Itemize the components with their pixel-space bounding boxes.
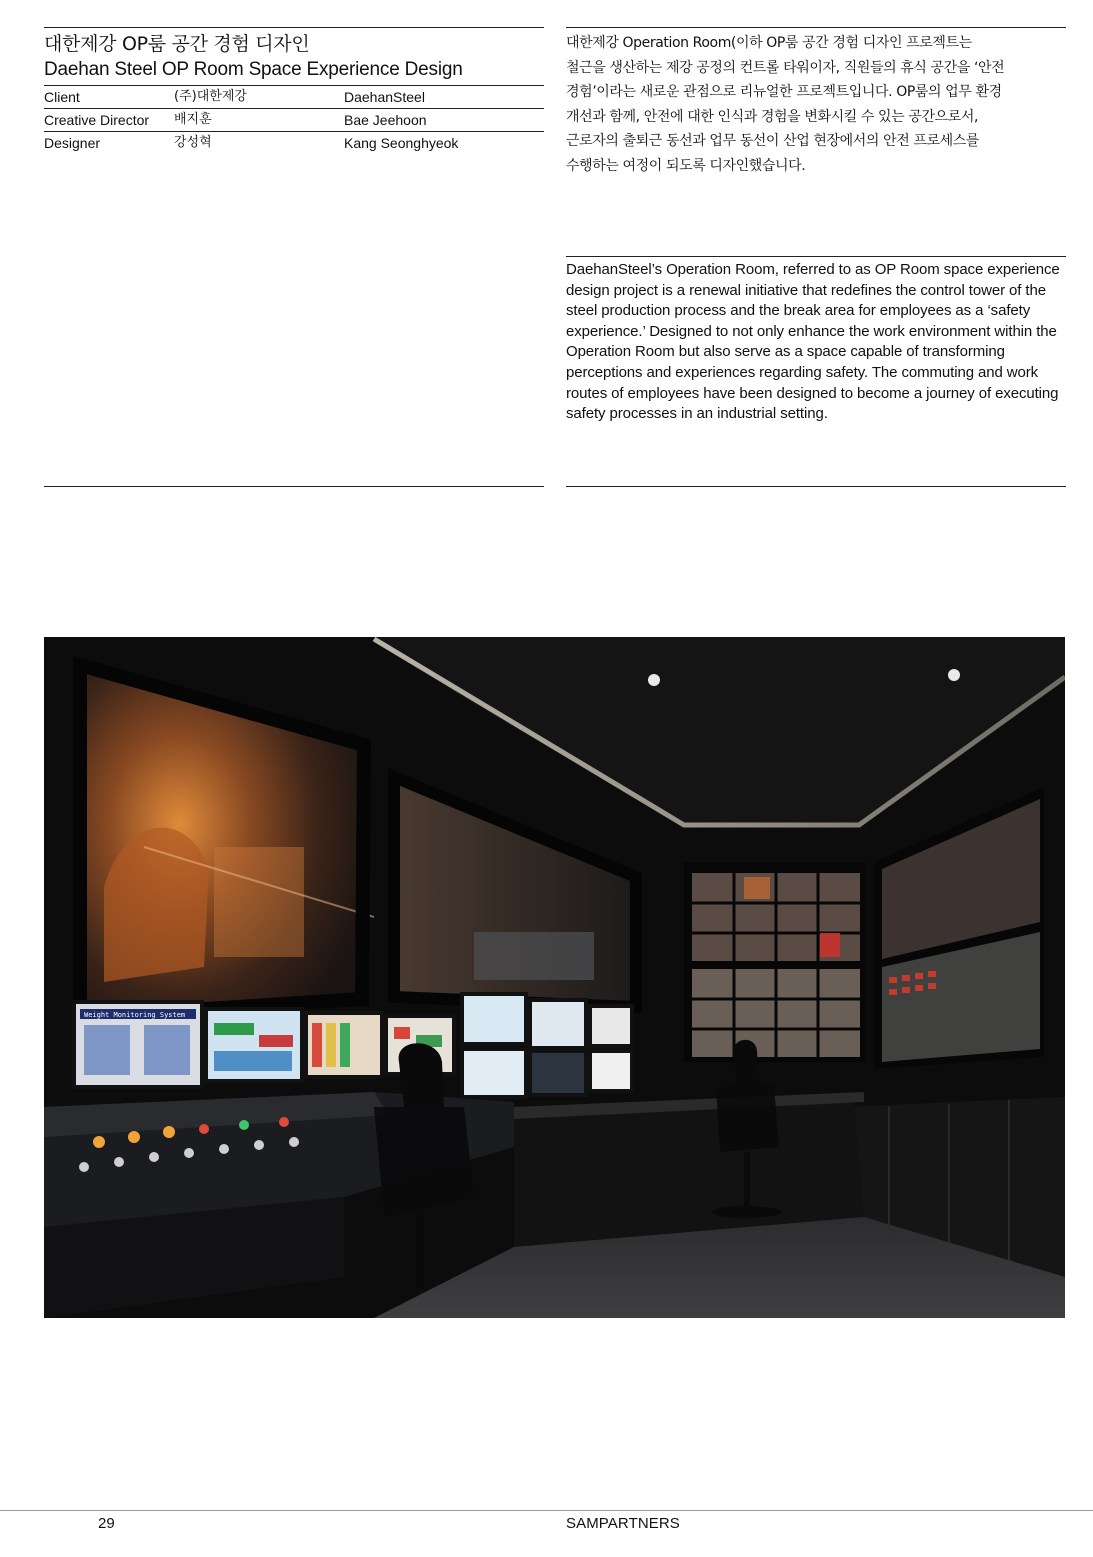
description-korean-line: 근로자의 출퇴근 동선과 업무 동선이 산업 현장에서의 안전 프로세스를 xyxy=(566,133,979,150)
credit-name-korean: 강성혁 xyxy=(174,135,212,150)
bottom-rule-left xyxy=(44,486,544,487)
credit-role: Creative Director xyxy=(44,112,150,128)
top-rule-left xyxy=(44,27,544,28)
page-title-english: Daehan Steel OP Room Space Experience Design xyxy=(44,59,463,80)
publisher-name: SAMPARTNERS xyxy=(566,1515,680,1532)
description-korean-line: 대한제강 Operation Room(이하 OP룸 공간 경험 디자인 프로젝트는 xyxy=(566,35,972,51)
credit-name-korean: 배지훈 xyxy=(174,112,212,127)
description-english: DaehanSteel’s Operation Room, referred to as OP Room space experience design project is a renewal initiative that redefines the control tower of the steel production process and the break area for employees as a ‘safety experience.’ Designed to not only enhance the work environment within the Operation Room but also serve as a space capable of transforming perceptions and experiences regarding safety. The commuting and work routes of employees have been designed to become a journey of executing safety processes in an industrial setting. xyxy=(566,261,1060,423)
credits-table xyxy=(44,86,544,154)
bottom-rule-right xyxy=(566,486,1066,487)
description-korean xyxy=(566,31,1066,179)
description-korean-line: 경험’이라는 새로운 관점으로 리뉴얼한 프로젝트입니다. OP룸의 업무 환경 xyxy=(566,84,1002,101)
page-title-korean: 대한제강 OP룸 공간 경험 디자인 xyxy=(44,33,310,55)
credit-name-korean: (주)대한제강 xyxy=(174,89,247,104)
credit-name-english: DaehanSteel xyxy=(344,89,425,105)
description-korean-line: 개선과 함께, 안전에 대한 인식과 경험을 변화시킬 수 있는 공간으로서, xyxy=(566,108,979,125)
credit-row-client xyxy=(44,86,544,109)
monitor-label: Weight Monitoring System xyxy=(84,1011,186,1019)
description-korean-line: 수행하는 여정이 되도록 디자인했습니다. xyxy=(566,157,806,174)
page-number: 29 xyxy=(98,1515,115,1532)
credit-row-creative-director xyxy=(44,109,544,132)
description-korean-line: 철근을 생산하는 제강 공정의 컨트롤 타워이자, 직원들의 휴식 공간을 ‘안전 xyxy=(566,59,1005,76)
credit-role: Client xyxy=(44,89,80,105)
credit-role: Designer xyxy=(44,135,101,151)
top-rule-right xyxy=(566,27,1066,28)
credit-name-english: Bae Jeehoon xyxy=(344,112,427,128)
credit-row-designer xyxy=(44,132,544,154)
english-section-rule xyxy=(566,256,1066,257)
footer-rule xyxy=(0,1510,1093,1511)
control-room-photo xyxy=(44,637,1065,1318)
credit-name-english: Kang Seonghyeok xyxy=(344,135,459,151)
